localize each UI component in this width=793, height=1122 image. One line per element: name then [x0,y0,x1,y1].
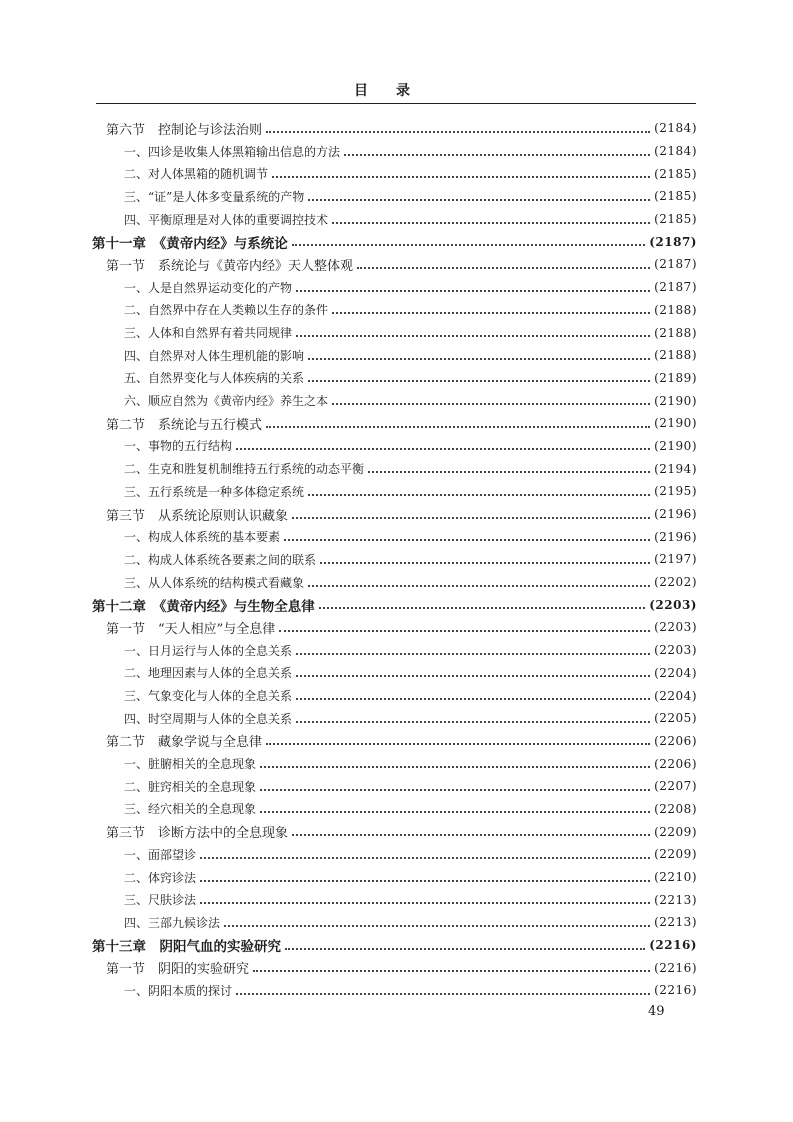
dot-leader [260,765,650,768]
toc-entry-item [0,911,793,934]
toc-entry-section [0,956,793,979]
dot-leader [320,561,650,564]
toc-entry-section [0,616,793,639]
toc-entry-item [0,639,793,662]
toc-entry-page: (2187) [654,257,697,272]
toc-entry-item [0,866,793,889]
toc-entry-item [0,798,793,821]
toc-entry-title: 四、三部九候诊法 [124,915,221,930]
toc-entry-page: (2216) [649,938,697,953]
toc-entry-item [0,457,793,480]
toc-entry-page: (2187) [654,280,697,295]
toc-entry-page: (2216) [654,983,697,998]
header-rule [96,103,696,104]
toc-entry-item [0,525,793,548]
toc-entry-page: (2185) [654,189,697,204]
dot-leader [200,901,650,904]
toc-entry-page: (2188) [654,302,697,317]
toc-entry-page: (2203) [654,620,697,635]
toc-entry-title: 二、地理因素与人体的全息关系 [124,666,293,681]
toc-entry-page: (2209) [654,824,697,839]
toc-entry-page: (2213) [654,915,697,930]
toc-entry-page: (2187) [649,234,697,249]
toc-entry-title: 二、构成人体系统各要素之间的联系 [124,552,317,567]
dot-leader [357,266,650,269]
toc-entry-item [0,276,793,299]
toc-entry-page: (2185) [654,212,697,227]
toc-entry-section [0,730,793,753]
dot-leader [332,402,650,405]
toc-entry-title: 二、脏窍相关的全息现象 [124,779,257,794]
dot-leader [296,697,650,700]
toc-entry-page: (2188) [654,348,697,363]
toc-entry-page: (2196) [654,507,697,522]
dot-leader [308,493,650,496]
dot-leader [332,221,650,224]
toc-entry-item [0,321,793,344]
toc-entry-page: (2204) [654,665,697,680]
toc-entry-item [0,571,793,594]
toc-entry-chapter [0,230,793,253]
toc-entry-item [0,707,793,730]
toc-entry-page: (2188) [654,325,697,340]
dot-leader [296,334,650,337]
toc-entry-title: 二、体窍诊法 [124,870,197,885]
toc-entry-page: (2195) [654,484,697,499]
toc-entry-item [0,435,793,458]
toc-entry-title: 五、自然界变化与人体疾病的关系 [124,371,305,386]
toc-entry-item [0,299,793,322]
toc-entry-item [0,548,793,571]
toc-entry-title: 第三节 诊断方法中的全息现象 [106,826,289,842]
dot-leader [224,924,650,927]
dot-leader [284,538,650,541]
toc-entry-title: 二、生克和胜复机制维持五行系统的动态平衡 [124,462,365,477]
dot-leader [308,198,650,201]
toc-entry-title: 二、自然界中存在人类赖以生存的条件 [124,303,329,318]
toc-entry-item [0,662,793,685]
toc-entry-title: 第三节 从系统论原则认识藏象 [106,508,289,524]
dot-leader [200,879,650,882]
toc-entry-title: 第十二章 《黄帝内经》与生物全息律 [92,598,315,615]
toc-entry-item [0,162,793,185]
toc-entry-item [0,843,793,866]
toc-entry-title: 四、自然界对人体生理机能的影响 [124,348,305,363]
toc-entry-title: 第十三章 阴阳气血的实验研究 [92,939,281,956]
toc-entry-title: 三、五行系统是一种多体稳定系统 [124,484,305,499]
toc-entry-page: (2194) [654,461,697,476]
toc-entry-title: 一、人是自然界运动变化的产物 [124,280,293,295]
toc-entry-page: (2197) [654,552,697,567]
toc-entry-title: 一、日月运行与人体的全息关系 [124,643,293,658]
dot-leader [292,243,645,246]
toc-entry-page: (2206) [654,756,697,771]
toc-entry-title: 二、对人体黑箱的随机调节 [124,167,269,182]
running-header: 目录 [354,83,438,99]
toc-entry-title: 第一节 阴阳的实验研究 [106,962,250,978]
toc-entry-item [0,888,793,911]
table-of-contents [0,117,793,1002]
dot-leader [332,311,650,314]
toc-entry-title: 四、时空周期与人体的全息关系 [124,711,293,726]
toc-entry-item [0,775,793,798]
toc-entry-title: 三、气象变化与人体的全息关系 [124,689,293,704]
dot-leader [266,425,650,428]
toc-entry-item [0,140,793,163]
toc-entry-title: 三、从人体系统的结构模式看藏象 [124,575,305,590]
dot-leader [266,130,650,133]
toc-entry-page: (2202) [654,575,697,590]
toc-entry-title: 三、“证”是人体多变量系统的产物 [124,189,305,204]
toc-entry-page: (2209) [654,847,697,862]
dot-leader [266,742,650,745]
dot-leader [279,629,650,632]
toc-entry-item [0,367,793,390]
dot-leader [308,357,650,360]
toc-entry-chapter [0,934,793,957]
toc-entry-page: (2196) [654,529,697,544]
toc-entry-page: (2210) [654,870,697,885]
dot-leader [344,153,650,156]
toc-entry-section [0,253,793,276]
toc-entry-title: 一、构成人体系统的基本要素 [124,530,281,545]
toc-entry-title: 六、顺应自然为《黄帝内经》养生之本 [124,394,329,409]
toc-entry-item [0,344,793,367]
toc-entry-title: 四、平衡原理是对人体的重要调控技术 [124,212,329,227]
toc-entry-title: 第一节 系统论与《黄帝内经》天人整体观 [106,258,354,274]
toc-entry-page: (2206) [654,733,697,748]
toc-entry-title: 一、面部望诊 [124,847,197,862]
toc-entry-section [0,117,793,140]
dot-leader [319,606,645,609]
dot-leader [272,175,650,178]
toc-entry-title: 第二节 藏象学说与全息律 [106,735,263,751]
dot-leader [285,947,645,950]
dot-leader [296,652,650,655]
toc-entry-page: (2184) [654,144,697,159]
toc-entry-page: (2203) [654,643,697,658]
dot-leader [308,584,650,587]
dot-leader [292,833,650,836]
dot-leader [260,810,650,813]
toc-entry-item [0,752,793,775]
toc-entry-section [0,503,793,526]
dot-leader [292,516,650,519]
toc-entry-item [0,389,793,412]
dot-leader [308,379,650,382]
toc-entry-page: (2190) [654,438,697,453]
toc-entry-title: 第一节 “天人相应”与全息律 [106,621,276,637]
dot-leader [296,289,650,292]
toc-entry-title: 一、阴阳本质的探讨 [124,983,233,998]
toc-entry-page: (2190) [654,416,697,431]
toc-entry-page: (2213) [654,892,697,907]
toc-entry-title: 第六节 控制论与诊法治则 [106,122,263,138]
dot-leader [200,856,650,859]
toc-entry-page: (2185) [654,166,697,181]
toc-entry-title: 三、人体和自然界有着共同规律 [124,326,293,341]
dot-leader [296,674,650,677]
page-number: 49 [648,1004,665,1019]
toc-entry-title: 三、尺肤诊法 [124,893,197,908]
toc-entry-title: 三、经穴相关的全息现象 [124,802,257,817]
dot-leader [296,720,650,723]
dot-leader [236,992,650,995]
toc-entry-page: (2190) [654,393,697,408]
toc-entry-title: 第十一章 《黄帝内经》与系统论 [92,235,288,252]
toc-entry-section [0,820,793,843]
dot-leader [253,969,650,972]
toc-entry-page: (2204) [654,688,697,703]
toc-entry-section [0,412,793,435]
toc-entry-title: 第二节 系统论与五行模式 [106,417,263,433]
toc-entry-page: (2207) [654,779,697,794]
toc-entry-page: (2203) [649,597,697,612]
toc-entry-item [0,208,793,231]
toc-entry-page: (2216) [654,960,697,975]
toc-entry-chapter [0,593,793,616]
toc-entry-title: 一、四诊是收集人体黑箱输出信息的方法 [124,144,341,159]
toc-entry-title: 一、脏腑相关的全息现象 [124,757,257,772]
dot-leader [368,470,650,473]
toc-entry-page: (2189) [654,370,697,385]
toc-entry-item [0,480,793,503]
toc-entry-title: 一、事物的五行结构 [124,439,233,454]
toc-entry-page: (2184) [654,121,697,136]
dot-leader [236,447,650,450]
toc-entry-page: (2205) [654,711,697,726]
toc-entry-item [0,979,793,1002]
toc-entry-page: (2208) [654,801,697,816]
dot-leader [260,788,650,791]
toc-entry-item [0,684,793,707]
toc-entry-item [0,185,793,208]
